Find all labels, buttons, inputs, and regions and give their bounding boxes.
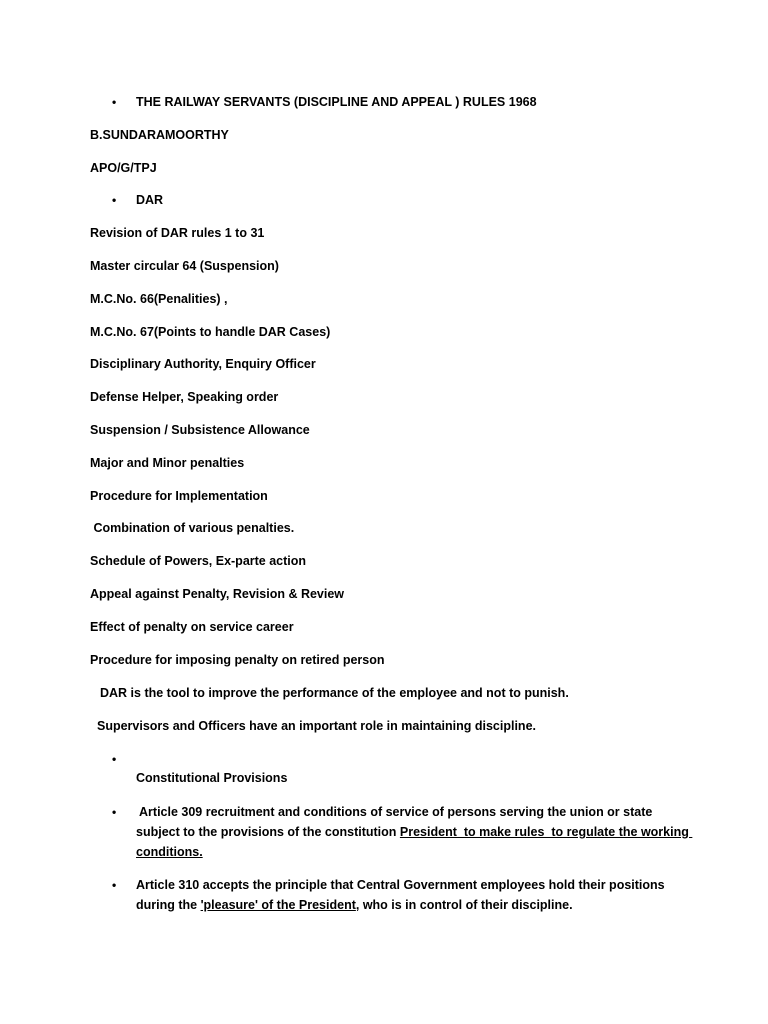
article-309-emphasis: President to make rules to regulate the working	[399, 825, 693, 839]
article-310-line-2	[136, 897, 573, 913]
topic-line: Effect of penalty on service career	[90, 620, 294, 634]
constitutional-heading: Constitutional Provisions	[136, 771, 288, 785]
article-309-line-1: Article 309 recruitment and conditions of service of persons serving the union or state	[136, 805, 653, 819]
bullet-icon: •	[112, 95, 117, 109]
article-310-text: during the	[136, 898, 201, 912]
article-309-line-2	[136, 824, 692, 840]
bullet-icon: •	[112, 805, 117, 819]
topic-line: M.C.No. 66(Penalities) ,	[90, 292, 228, 306]
document-heading: THE RAILWAY SERVANTS (DISCIPLINE AND APPEAL ) RULES 1968	[136, 95, 537, 109]
topic-line: Defense Helper, Speaking order	[90, 390, 279, 404]
topic-line: Suspension / Subsistence Allowance	[90, 423, 310, 437]
bullet-icon: •	[112, 193, 117, 207]
bullet-icon: •	[112, 752, 117, 766]
topic-line: Procedure for Implementation	[90, 489, 268, 503]
topic-line: Schedule of Powers, Ex-parte action	[90, 554, 307, 568]
topic-line: Appeal against Penalty, Revision & Review	[90, 587, 345, 601]
topic-line: Major and Minor penalties	[90, 456, 245, 470]
statement-line: Supervisors and Officers have an important role in maintaining discipline.	[97, 719, 536, 733]
author-name: B.SUNDARAMOORTHY	[90, 128, 229, 142]
article-309-line-3: conditions.	[136, 845, 203, 859]
article-309-text: subject to the provisions of the constitution	[136, 825, 400, 839]
section-title: DAR	[136, 193, 164, 207]
topic-line: Combination of various penalties.	[90, 521, 295, 535]
author-designation: APO/G/TPJ	[90, 161, 157, 175]
article-310-line-1: Article 310 accepts the principle that Central Government employees hold their positions	[136, 878, 665, 892]
bullet-icon: •	[112, 878, 117, 892]
topic-line: Procedure for imposing penalty on retired person	[90, 653, 385, 667]
topic-line: M.C.No. 67(Points to handle DAR Cases)	[90, 325, 331, 339]
topic-line: Disciplinary Authority, Enquiry Officer	[90, 357, 316, 371]
statement-line: DAR is the tool to improve the performance of the employee and not to punish.	[100, 686, 569, 700]
article-310-emphasis: 'pleasure' of the President	[200, 898, 356, 912]
article-310-text: , who is in control of their discipline.	[355, 898, 573, 912]
topic-line: Master circular 64 (Suspension)	[90, 259, 279, 273]
topic-line: Revision of DAR rules 1 to 31	[90, 226, 265, 240]
